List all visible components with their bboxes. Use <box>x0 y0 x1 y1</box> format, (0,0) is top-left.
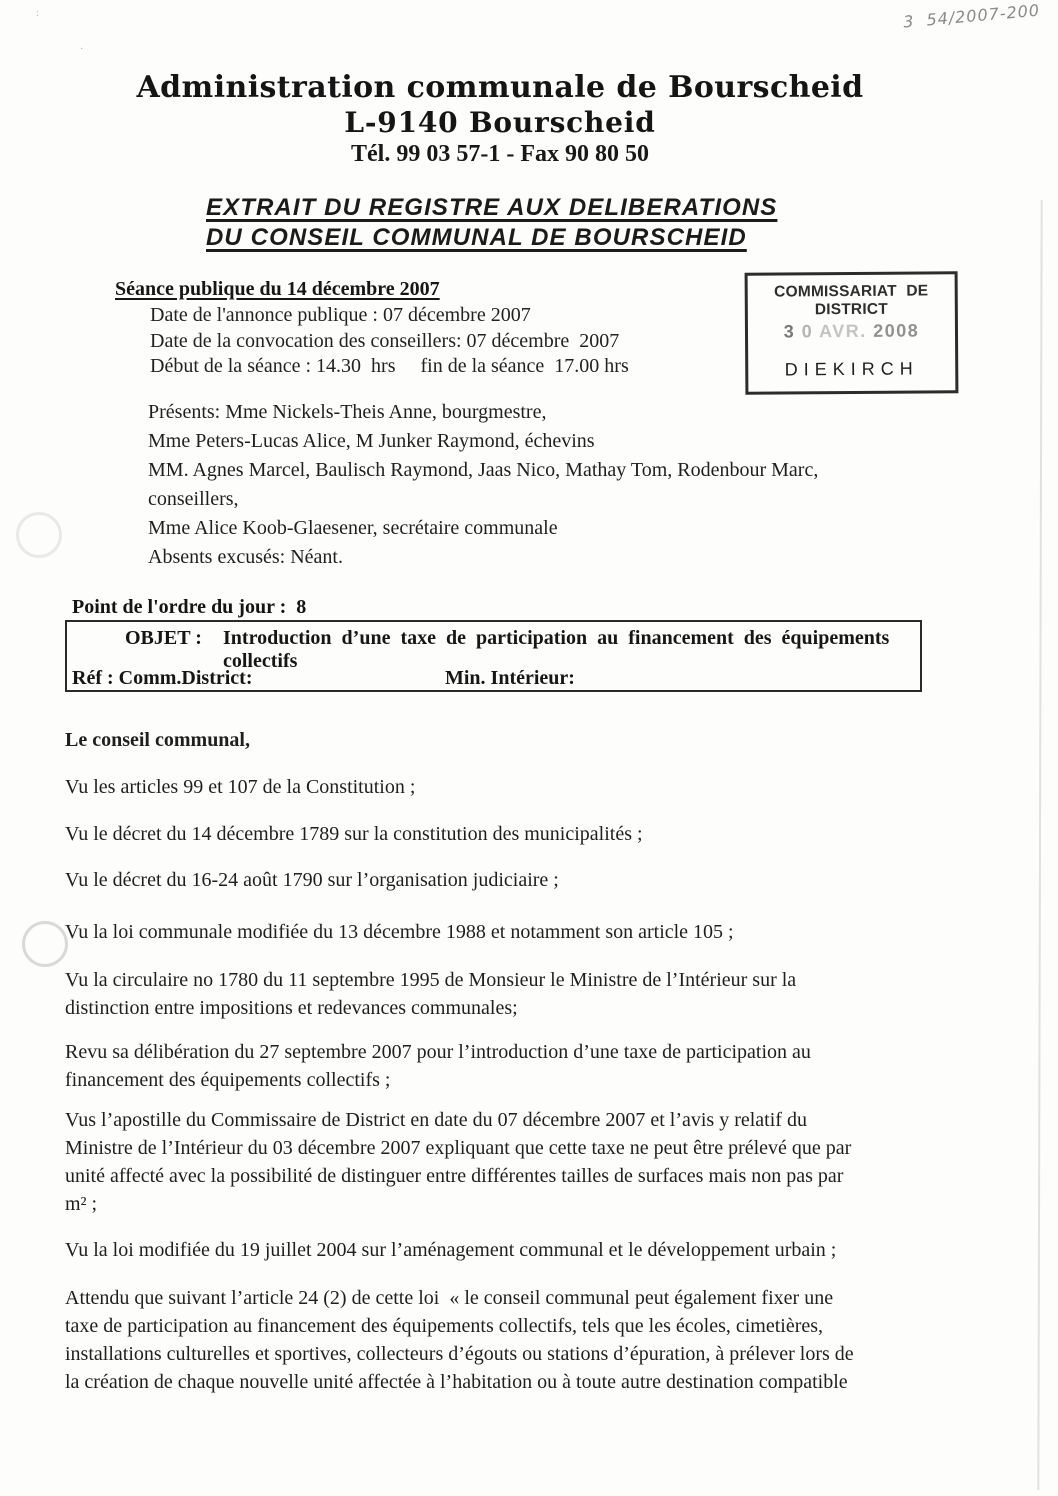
register-title <box>206 193 777 253</box>
body-paragraph <box>65 918 910 946</box>
body-line: Vu le décret du 16-24 août 1790 sur l’organisation judiciaire ; <box>65 869 559 891</box>
handwritten-reference-number: 3 54/2007-200 <box>902 0 1041 32</box>
stamp-date-year: 2008 <box>873 320 920 341</box>
body-line: Revu sa délibération du 27 septembre 2007 pour l’introduction d’une taxe de participation au <box>65 1041 811 1063</box>
attendance-list <box>148 398 818 571</box>
body-line: Vu la loi modifiée du 19 juillet 2004 sur l’aménagement communal et le développement urbain ; <box>65 1239 837 1261</box>
register-title-line2: DU CONSEIL COMMUNAL DE BOURSCHEID <box>206 224 747 251</box>
body-intro: Le conseil communal, <box>65 729 250 751</box>
attendance-line: Absents excusés: Néant. <box>148 545 343 568</box>
stamp-date <box>748 320 955 342</box>
attendance-line: MM. Agnes Marcel, Baulisch Raymond, Jaas Nico, Mathay Tom, Rodenbour Marc, <box>148 458 819 481</box>
org-name: Administration communale de Bourscheid <box>136 70 864 105</box>
session-heading: Séance publique du 14 décembre 2007 <box>115 278 440 300</box>
body-line: Vu le décret du 14 décembre 1789 sur la constitution des municipalités ; <box>65 823 643 845</box>
body-paragraph <box>65 1236 910 1264</box>
stamp-date-day2: 0 <box>801 321 820 342</box>
session-convocation-date: Date de la convocation des conseillers: 07 décembre 2007 <box>150 329 620 352</box>
subject-text-line2: collectifs <box>223 650 298 672</box>
body-line: distinction entre impositions et redevances communales; <box>65 997 518 1019</box>
ref-min-interieur: Min. Intérieur: <box>445 667 575 689</box>
body-line: Attendu que suivant l’article 24 (2) de cette loi « le conseil communal peut également fixer une <box>65 1287 834 1309</box>
attendance-line: Mme Alice Koob-Glaesener, secrétaire communale <box>148 516 558 539</box>
body-line: financement des équipements collectifs ; <box>65 1069 391 1091</box>
body-paragraph <box>65 966 910 1022</box>
body-paragraph <box>65 866 910 894</box>
ref-comm-district: Réf : Comm.District: <box>72 667 253 689</box>
stamp-date-day: 3 <box>783 321 802 342</box>
district-stamp <box>745 271 959 394</box>
subject-label: OBJET : <box>125 627 202 649</box>
session-announce-date: Date de l'annonce publique : 07 décembre 2007 <box>150 304 531 326</box>
body-line: m² ; <box>65 1193 98 1215</box>
org-address: L-9140 Bourscheid <box>344 106 656 139</box>
body-line: taxe de participation au financement des équipements collectifs, tels que les écoles, cimetières, <box>65 1315 824 1337</box>
subject-box <box>65 620 922 692</box>
scan-edge-line <box>1037 200 1042 1490</box>
body-paragraph <box>65 1284 910 1396</box>
body-line: Vus l’apostille du Commissaire de District en date du 07 décembre 2007 et l’avis y relatif du <box>65 1109 807 1131</box>
punch-hole-mark <box>16 512 62 558</box>
body-paragraph <box>65 1106 910 1218</box>
body-paragraph <box>65 1038 910 1094</box>
body-paragraph <box>65 773 910 801</box>
punch-hole-mark <box>22 921 68 967</box>
session-times: Début de la séance : 14.30 hrs fin de la séance 17.00 hrs <box>150 355 629 378</box>
scan-speck: : <box>36 8 39 19</box>
body-paragraph <box>65 820 910 848</box>
body-line: Vu la circulaire no 1780 du 11 septembre 1995 de Monsieur le Ministre de l’Intérieur sur la <box>65 969 797 991</box>
org-contact: Tél. 99 03 57-1 - Fax 90 80 50 <box>351 141 649 167</box>
stamp-office-name: COMMISSARIAT DE DISTRICT <box>774 282 938 319</box>
session-details <box>150 303 629 380</box>
stamp-date-month: AVR. <box>818 320 874 342</box>
body-line: Vu les articles 99 et 107 de la Constitution ; <box>65 776 416 798</box>
attendance-line: Mme Peters-Lucas Alice, M Junker Raymond, échevins <box>148 429 595 452</box>
body-line: unité affecté avec la possibilité de distinguer entre différentes tailles de surfaces mais non pas par <box>65 1165 844 1187</box>
scan-speck: · <box>80 44 84 55</box>
body-line: installations culturelles et sportives, collecteurs d’égouts ou stations d’épuration, à prélever lors de <box>65 1343 854 1365</box>
attendance-line: Présents: Mme Nickels-Theis Anne, bourgmestre, <box>148 401 547 423</box>
attendance-line: conseillers, <box>148 487 239 510</box>
agenda-point-heading: Point de l'ordre du jour : 8 <box>72 596 307 618</box>
register-title-line1: EXTRAIT DU REGISTRE AUX DELIBERATIONS <box>206 194 778 221</box>
stamp-city: DIEKIRCH <box>784 358 919 380</box>
subject-text-line1: Introduction d’une taxe de participation au financement des équipements <box>223 627 890 649</box>
body-line: la création de chaque nouvelle unité affectée à l’habitation ou à toute autre destination compatible <box>65 1371 848 1393</box>
body-line: Ministre de l’Intérieur du 03 décembre 2007 expliquant que cette taxe ne peut être prélevé que par <box>65 1137 852 1159</box>
body-line: Vu la loi communale modifiée du 13 décembre 1988 et notamment son article 105 ; <box>65 921 734 943</box>
